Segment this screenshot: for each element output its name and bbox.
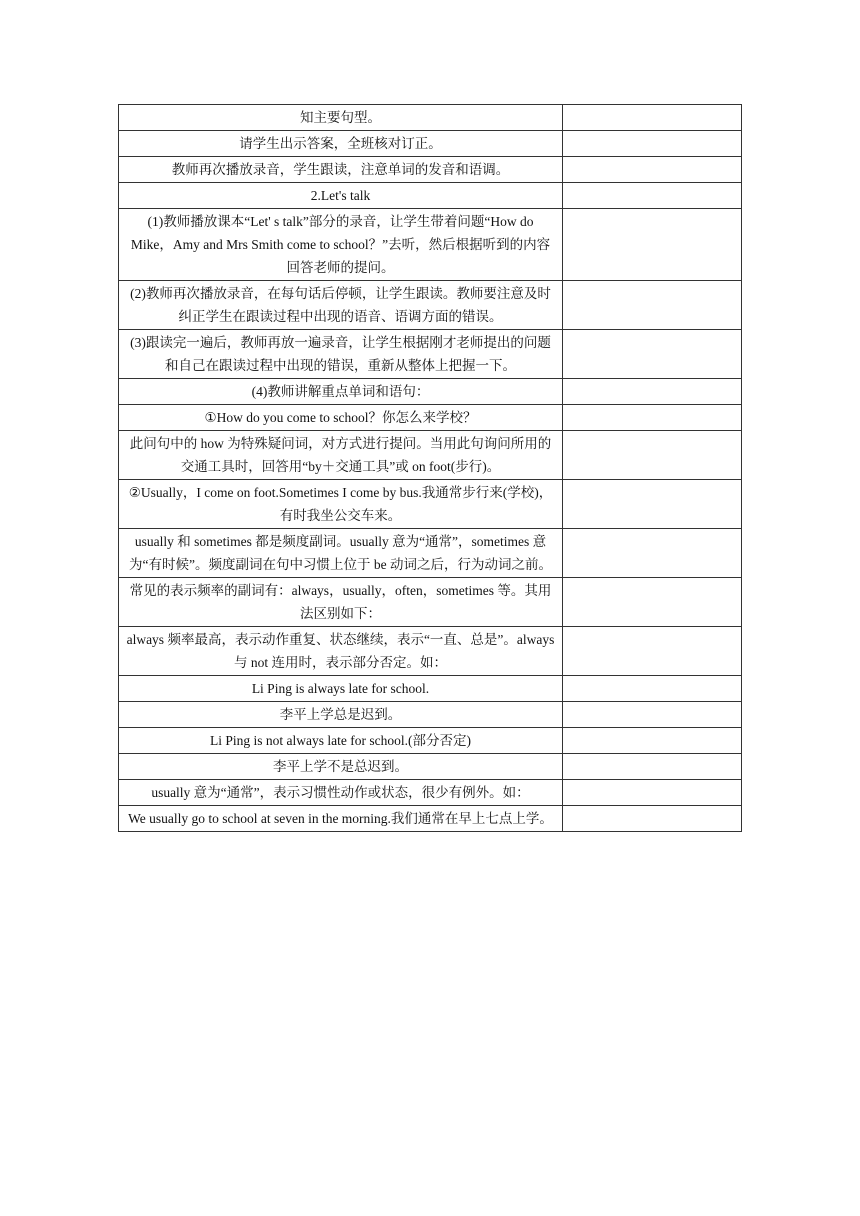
note-cell	[563, 330, 742, 379]
table-row	[119, 405, 742, 431]
note-cell	[563, 529, 742, 578]
content-cell: (1)教师播放课本“Let' s talk”部分的录音，让学生带着问题“How do Mike，Amy and Mrs Smith come to school？”去听，然后根据听到的内容回答老师的提问。	[119, 209, 563, 281]
content-cell: usually 意为“通常”，表示习惯性动作或状态，很少有例外。如：	[119, 780, 563, 806]
content-cell: (4)教师讲解重点单词和语句：	[119, 379, 563, 405]
content-cell: 李平上学不是总迟到。	[119, 754, 563, 780]
table-row	[119, 157, 742, 183]
content-cell: 李平上学总是迟到。	[119, 702, 563, 728]
table-row	[119, 578, 742, 627]
note-cell	[563, 157, 742, 183]
note-cell	[563, 209, 742, 281]
content-cell: 常见的表示频率的副词有：always，usually，often，sometimes 等。其用法区别如下：	[119, 578, 563, 627]
note-cell	[563, 379, 742, 405]
table-row	[119, 529, 742, 578]
table-row	[119, 754, 742, 780]
note-cell	[563, 780, 742, 806]
table-row	[119, 780, 742, 806]
content-cell: Li Ping is always late for school.	[119, 676, 563, 702]
table-row	[119, 209, 742, 281]
note-cell	[563, 131, 742, 157]
note-cell	[563, 806, 742, 832]
note-cell	[563, 480, 742, 529]
table-row	[119, 183, 742, 209]
content-cell: always 频率最高，表示动作重复、状态继续，表示“一直、总是”。always 与 not 连用时，表示部分否定。如：	[119, 627, 563, 676]
table-row	[119, 379, 742, 405]
note-cell	[563, 754, 742, 780]
section-heading: 2.Let's talk	[119, 183, 563, 209]
note-cell	[563, 281, 742, 330]
content-cell: 知主要句型。	[119, 105, 563, 131]
note-cell	[563, 405, 742, 431]
table-row	[119, 330, 742, 379]
content-cell: usually 和 sometimes 都是频度副词。usually 意为“通常”，sometimes 意为“有时候”。频度副词在句中习惯上位于 be 动词之后，行为动词之前。	[119, 529, 563, 578]
table-row	[119, 131, 742, 157]
table-row	[119, 480, 742, 529]
content-cell: 教师再次播放录音，学生跟读，注意单词的发音和语调。	[119, 157, 563, 183]
note-cell	[563, 676, 742, 702]
content-cell: ②Usually，I come on foot.Sometimes I come by bus.我通常步行来(学校)，有时我坐公交车来。	[119, 480, 563, 529]
table-row	[119, 728, 742, 754]
note-cell	[563, 702, 742, 728]
content-cell: Li Ping is not always late for school.(部分否定)	[119, 728, 563, 754]
table-row	[119, 431, 742, 480]
content-cell: (3)跟读完一遍后，教师再放一遍录音，让学生根据刚才老师提出的问题和自己在跟读过程中出现的错误，重新从整体上把握一下。	[119, 330, 563, 379]
note-cell	[563, 627, 742, 676]
table-row	[119, 806, 742, 832]
content-cell: 请学生出示答案，全班核对订正。	[119, 131, 563, 157]
table-row	[119, 627, 742, 676]
note-cell	[563, 728, 742, 754]
table-row	[119, 702, 742, 728]
content-cell: (2)教师再次播放录音，在每句话后停顿，让学生跟读。教师要注意及时纠正学生在跟读过程中出现的语音、语调方面的错误。	[119, 281, 563, 330]
table-row	[119, 676, 742, 702]
note-cell	[563, 183, 742, 209]
content-cell: ①How do you come to school？你怎么来学校？	[119, 405, 563, 431]
table-row	[119, 281, 742, 330]
lesson-plan-table	[118, 104, 742, 832]
table-row	[119, 105, 742, 131]
note-cell	[563, 431, 742, 480]
note-cell	[563, 105, 742, 131]
content-cell: We usually go to school at seven in the morning.我们通常在早上七点上学。	[119, 806, 563, 832]
note-cell	[563, 578, 742, 627]
content-cell: 此问句中的 how 为特殊疑问词，对方式进行提问。当用此句询问所用的交通工具时，回答用“by＋交通工具”或 on foot(步行)。	[119, 431, 563, 480]
